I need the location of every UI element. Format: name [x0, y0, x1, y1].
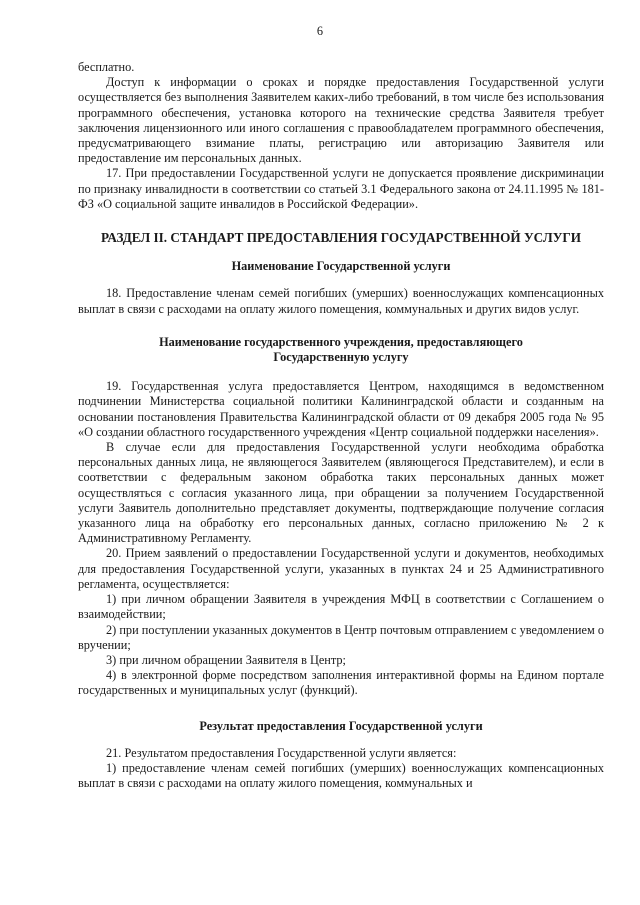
paragraph: 17. При предоставлении Государственной услуги не допускается проявление дискриминации по признаку инвалидности в соответствии со статьей 3.1 Федерального закона от 24.11.1995 № 181-ФЗ «О социальной защите инвалидов в Российской Федерации».: [78, 166, 604, 211]
heading-line: Наименование государственного учреждения, предоставляющего: [159, 334, 523, 349]
subsection-heading: Наименование Государственной услуги: [231, 259, 451, 274]
list-item: 1) предоставление членам семей погибших (умерших) военнослужащих компенсационных выплат в связи с расходами на оплату жилого помещения, коммунальных и: [78, 760, 604, 791]
list-item: 2) при поступлении указанных документов в Центр почтовым отправлением с уведомлением о вручении;: [78, 622, 604, 652]
paragraph: Доступ к информации о сроках и порядке предоставления Государственной услуги осуществляется без выполнения Заявителем каких-либо требований, в том числе без использования программного обеспечения, установка которого на технические средства Заявителя требует заключения лицензионного или иного соглашения с правообладателем программного обеспечения, предусматривающего взимание платы, регистрацию или авторизацию Заявителя или предоставление им персональных данных.: [78, 75, 604, 166]
subsection-heading: Результат предоставления Государственной услуги: [199, 718, 483, 733]
document-body: [78, 60, 604, 791]
page-number: 6: [316, 24, 324, 38]
paragraph: 19. Государственная услуга предоставляется Центром, находящимся в ведомственном подчинении Министерства социальной политики Калининградской области и созданным на основании постановления Правительства Калининградской области от 09 декабря 2005 года № 95 «О создании областного государственного учреждения «Центр социальной поддержки населения».: [78, 379, 604, 439]
list-item: 1) при личном обращении Заявителя в учреждения МФЦ в соответствии с Соглашением о взаимодействии;: [78, 592, 604, 622]
paragraph: 20. Прием заявлений о предоставлении Государственной услуги и документов, необходимых для предоставления Государственной услуги, указанных в пунктах 24 и 25 Административного регламента, осуществляется:: [78, 546, 604, 591]
section-title: РАЗДЕЛ II. СТАНДАРТ ПРЕДОСТАВЛЕНИЯ ГОСУДАРСТВЕННОЙ УСЛУГИ: [100, 230, 582, 246]
list-item: 3) при личном обращении Заявителя в Центр;: [106, 652, 346, 667]
paragraph: 18. Предоставление членам семей погибших (умерших) военнослужащих компенсационных выплат в связи с расходами на оплату жилого помещения, коммунальных и других видов услуг.: [78, 286, 604, 316]
subsection-heading: [78, 335, 604, 365]
paragraph: В случае если для предоставления Государственной услуги необходима обработка персональных данных лица, не являющегося Заявителем (являющегося Представителем), и если в соответствии с федеральным законом обработка таких персональных данных может осуществляться с согласия указанного лица, при обращении за получением Государственной услуги Заявитель дополнительно представляет документы, подтверждающие получение согласия указанного лица на обработку его персональных данных, согласно приложению № 2 к Административному Регламенту.: [78, 440, 604, 546]
paragraph: бесплатно.: [78, 60, 135, 74]
list-item: 4) в электронной форме посредством заполнения интерактивной формы на Едином портале государственных и муниципальных услуг (функций).: [78, 668, 604, 698]
heading-line: Государственную услугу: [273, 350, 409, 365]
paragraph: 21. Результатом предоставления Государственной услуги является:: [106, 745, 457, 760]
